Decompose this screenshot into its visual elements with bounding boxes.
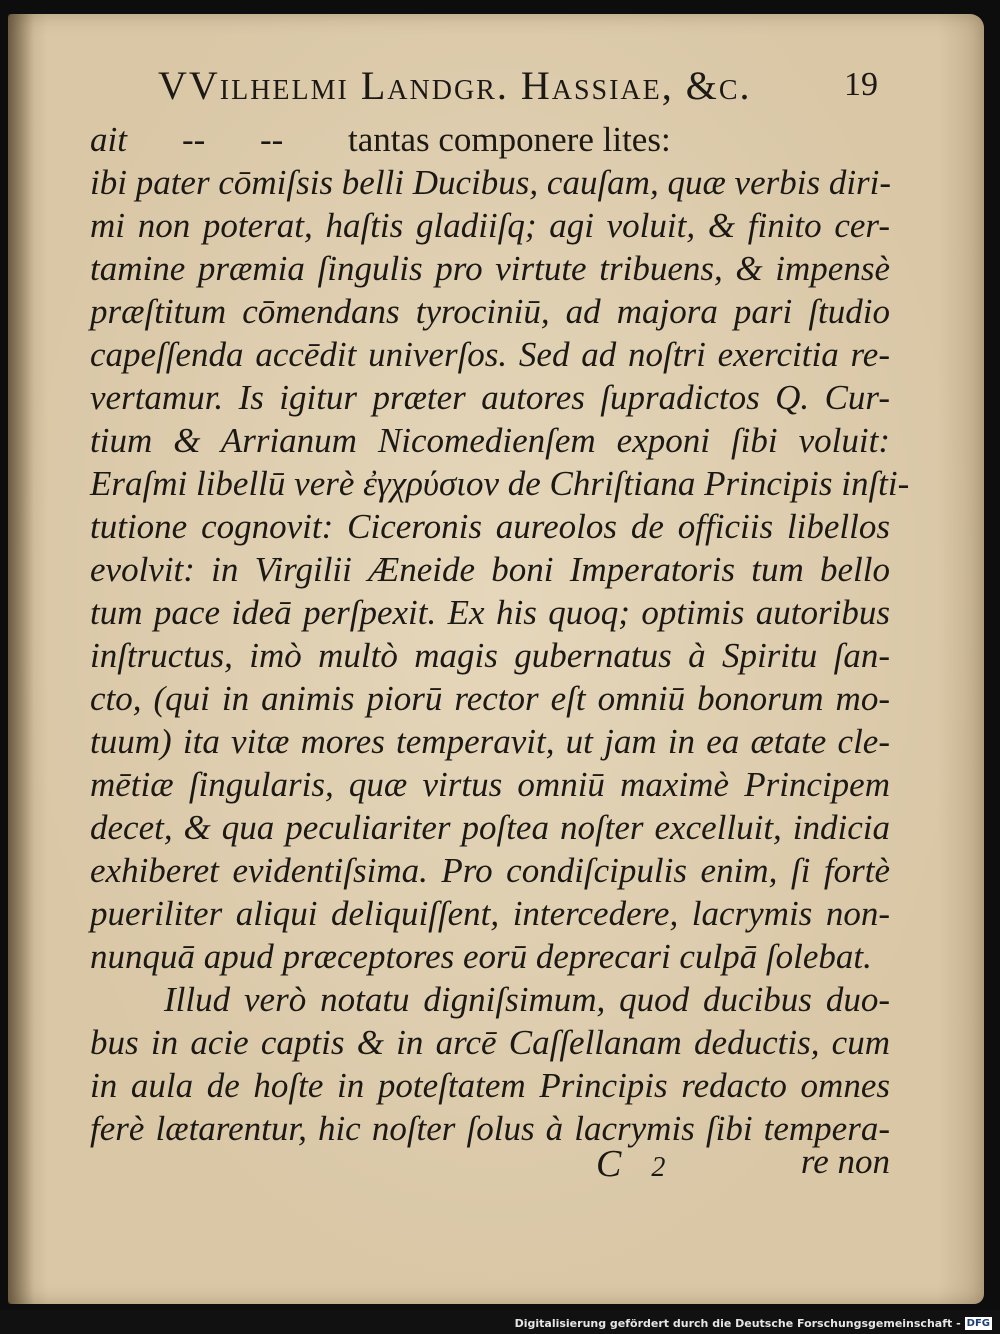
- text-line: tuum) ita vitæ mores temperavit, ut jam in ea ætate cle-: [90, 722, 890, 761]
- text-line: cto, (qui in animis piorū rector eſt omniū bonorum mo-: [90, 679, 890, 718]
- text-line: tum pace ideā perſpexit. Ex his quoq; optimis autoribus: [90, 593, 890, 632]
- text-line: ferè lætarentur, hic noſter ſolus à lacrymis ſibi tempera-: [90, 1109, 890, 1148]
- signature-letter: C: [596, 1143, 622, 1185]
- text-line: pueriliter aliqui deliquiſſent, intercedere, lacrymis non-: [90, 894, 890, 933]
- text-line: decet, & qua peculiariter poſtea noſter excelluit, indicia: [90, 808, 890, 847]
- text-line: Eraſmi libellū verè ἐγχρύσιον de Chriſtiana Principis inſti-: [90, 464, 910, 503]
- digitization-credit: [515, 1314, 992, 1332]
- book-page: [8, 14, 984, 1304]
- text-line: in aula de hoſte in poteſtatem Principis redacto omnes: [90, 1066, 890, 1105]
- text-line: evolvit: in Virgilii Æneide boni Imperatoris tum bello: [90, 550, 890, 589]
- text-line: tutione cognovit: Ciceronis aureolos de officiis libellos: [90, 507, 890, 546]
- first-word: ait: [90, 120, 127, 159]
- text-line-paragraph-start: Illud verò notatu digniſsimum, quod ducibus duo-: [164, 980, 890, 1019]
- body-text: [90, 118, 910, 1150]
- text-line: vertamur. Is igitur præter autores ſupradictos Q. Cur-: [90, 378, 890, 417]
- page-footer: [90, 1142, 890, 1190]
- catchword: re non: [800, 1142, 890, 1181]
- page-header: [158, 62, 878, 112]
- text-line: capeſſenda accēdit univerſos. Sed ad noſtri exercitia re-: [90, 335, 890, 374]
- quoted-verse: tantas componere lites:: [348, 120, 671, 159]
- text-line: mētiæ ſingularis, quæ virtus omniū maximè Principem: [90, 765, 890, 804]
- running-head: VVilhelmi Landgr. Hassiae, &c.: [158, 63, 752, 108]
- text-line: ibi pater cōmiſsis belli Ducibus, cauſam, quæ verbis diri-: [90, 163, 892, 202]
- credit-text: Digitalisierung gefördert durch die Deutsche Forschungsgemeinschaft -: [514, 1316, 961, 1330]
- text-line: exhiberet evidentiſsima. Pro condiſcipulis enim, ſi fortè: [90, 851, 890, 890]
- signature-number: 2: [651, 1152, 666, 1183]
- text-line: mi non poterat, haſtis gladiiſq; agi voluit, & finito cer-: [90, 206, 890, 245]
- text-line: tamine præmia ſingulis pro virtute tribuens, & impensè: [90, 249, 890, 288]
- text-line-1: [90, 118, 890, 161]
- page-gutter-shadow: [8, 14, 34, 1304]
- dash-mark-1: --: [182, 120, 206, 159]
- text-line: tium & Arrianum Nicomedienſem exponi ſibi voluit:: [90, 421, 890, 460]
- dfg-logo: DFG: [966, 1317, 990, 1329]
- text-line: bus in acie captis & in arcē Caſſellanam deductis, cum: [90, 1023, 890, 1062]
- signature-mark: [596, 1142, 665, 1186]
- dash-mark-2: --: [260, 120, 284, 159]
- text-line: nunquā apud præceptores eorū deprecari culpā ſolebat.: [90, 937, 872, 976]
- text-line: inſtructus, imò multò magis gubernatus à Spiritu ſan-: [90, 636, 890, 675]
- page-number: 19: [844, 66, 878, 103]
- text-line: præſtitum cōmendans tyrociniū, ad majora pari ſtudio: [90, 292, 890, 331]
